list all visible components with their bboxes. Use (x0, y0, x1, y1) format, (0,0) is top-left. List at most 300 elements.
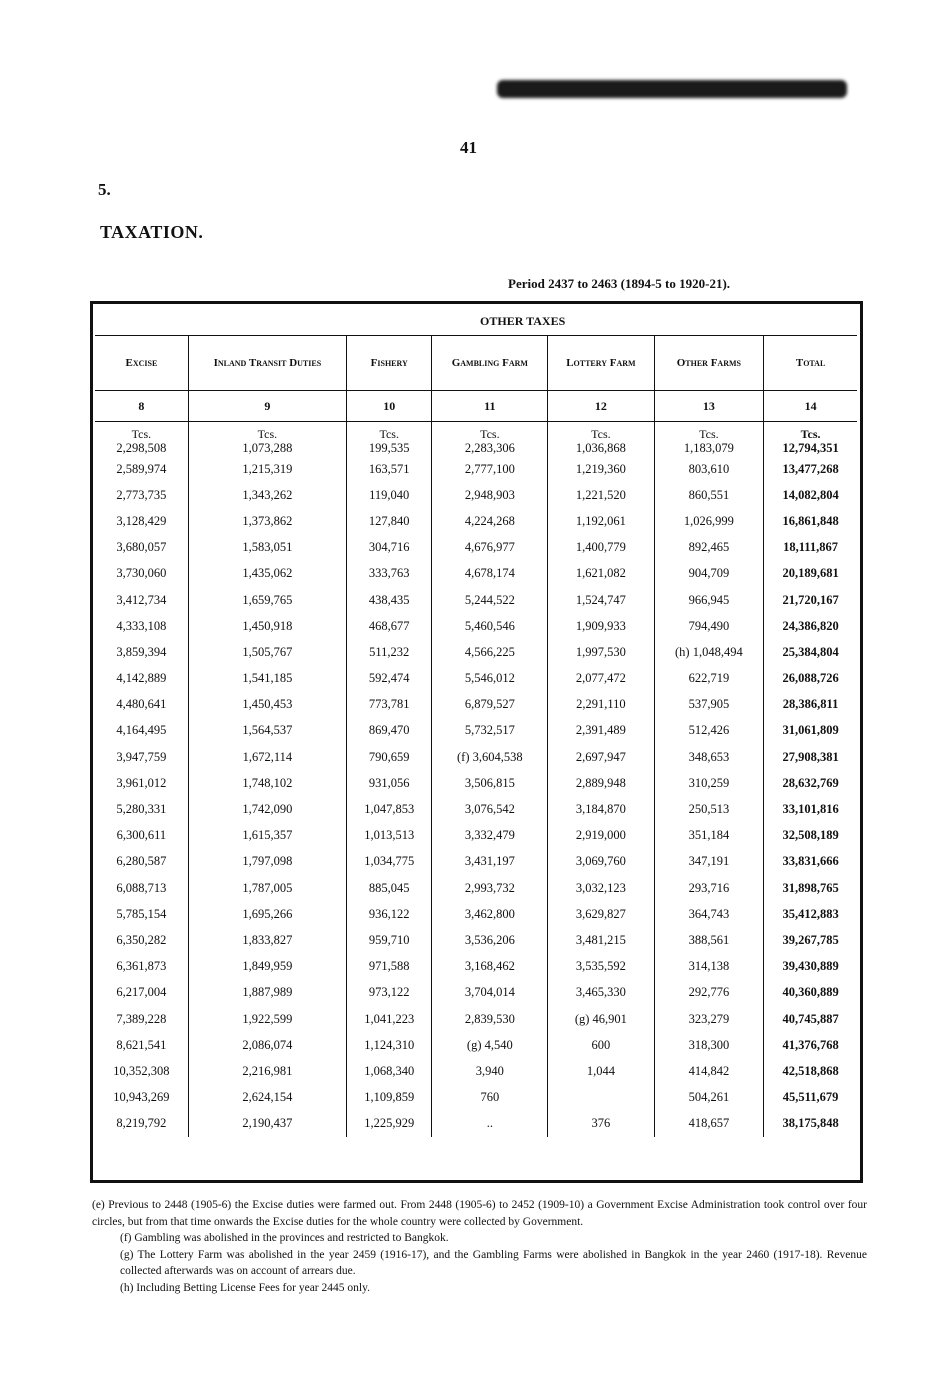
table-cell (95, 456, 188, 482)
table-cell (764, 954, 857, 980)
cell-value: 24,386,820 (782, 618, 839, 633)
table-cell (346, 1085, 432, 1111)
table-cell (188, 718, 346, 744)
footnote-f: (f) Gambling was abolished in the provinces and restricted to Bangkok. (120, 1232, 449, 1244)
table-cell (188, 1085, 346, 1111)
cell-value: 2,589,974 (116, 461, 167, 476)
table-cell (764, 927, 857, 953)
cell-value: 2,624,154 (242, 1090, 293, 1105)
cell-value: 1,073,288 (242, 441, 293, 455)
table-row (95, 639, 857, 665)
cell-value: 1,221,520 (575, 487, 626, 502)
table-row (95, 482, 857, 508)
table-row (95, 823, 857, 849)
cell-value: 4,480,641 (116, 697, 167, 712)
cell-value: 39,430,889 (782, 959, 839, 974)
cell-value: 4,333,108 (116, 618, 167, 633)
cell-value: 2,077,472 (575, 671, 626, 686)
table-cell (654, 718, 764, 744)
table-cell (188, 901, 346, 927)
cell-value: 966,945 (688, 592, 730, 607)
cell-value: 376 (591, 1116, 611, 1131)
table-cell (432, 954, 548, 980)
cell-value: 45,511,679 (782, 1090, 839, 1105)
cell-value: 5,280,331 (116, 802, 167, 817)
table-row (95, 613, 857, 639)
cell-value: 4,678,174 (464, 566, 515, 581)
table-cell (654, 508, 764, 534)
section-title: TAXATION. (100, 222, 204, 242)
cell-value: 2,283,306 (464, 441, 515, 455)
cell-value: 2,773,735 (116, 487, 167, 502)
cell-value: 3,076,542 (464, 802, 515, 817)
table-cell (764, 613, 857, 639)
cell-value: 1,621,082 (575, 566, 626, 581)
cell-value: 1,109,859 (364, 1090, 415, 1105)
period-label: Period 2437 to 2463 (1894-5 to 1920-21). (508, 276, 731, 291)
table-row (95, 875, 857, 901)
cell-value: 1,183,079 (683, 441, 734, 455)
group-header: OTHER TAXES (188, 307, 857, 336)
column-header: Total (764, 336, 857, 391)
cell-value: 28,386,811 (782, 697, 839, 712)
cell-value: 3,032,123 (575, 880, 626, 895)
table-cell (346, 666, 432, 692)
cell-value: 347,191 (688, 854, 730, 869)
table-cell (346, 744, 432, 770)
table-cell (654, 456, 764, 482)
cell-value: 3,481,215 (575, 932, 626, 947)
cell-value: 3,629,827 (575, 906, 626, 921)
cell-value: 304,716 (368, 540, 410, 555)
table-cell (654, 422, 764, 457)
cell-value: 38,175,848 (782, 1116, 839, 1131)
cell-value: 333,763 (368, 566, 410, 581)
table-cell (188, 744, 346, 770)
table-cell (346, 692, 432, 718)
cell-value: 592,474 (368, 671, 410, 686)
column-header: Gambling Farm (432, 336, 548, 391)
table-row (95, 718, 857, 744)
table-cell (95, 639, 188, 665)
table-cell (432, 613, 548, 639)
table-cell (188, 692, 346, 718)
table-cell (548, 1032, 654, 1058)
table-row (95, 1006, 857, 1032)
table-cell (95, 666, 188, 692)
cell-value: 1,787,005 (242, 880, 293, 895)
table-cell (188, 980, 346, 1006)
table-cell (654, 482, 764, 508)
table-cell (432, 927, 548, 953)
cell-value: 32,508,189 (782, 828, 839, 843)
table-cell (654, 1058, 764, 1084)
cell-value: 40,360,889 (782, 985, 839, 1000)
cell-value: 10,943,269 (113, 1090, 170, 1105)
table-cell (548, 796, 654, 822)
cell-value: 885,045 (368, 880, 410, 895)
cell-value: 27,908,381 (782, 749, 839, 764)
table-cell (548, 482, 654, 508)
table-cell (95, 692, 188, 718)
cell-value: 28,632,769 (782, 775, 839, 790)
table-cell (346, 535, 432, 561)
cell-value: 892,465 (688, 540, 730, 555)
table-cell (346, 482, 432, 508)
table-cell (95, 980, 188, 1006)
cell-value: 3,431,197 (464, 854, 515, 869)
table-cell (432, 796, 548, 822)
column-number: 13 (654, 391, 764, 422)
section-number: 5. (98, 180, 111, 199)
table-cell (548, 666, 654, 692)
cell-value: 310,259 (688, 775, 730, 790)
table-cell (346, 849, 432, 875)
table-row (95, 422, 857, 457)
table-row (95, 692, 857, 718)
cell-value: 16,861,848 (782, 513, 839, 528)
cell-value: 4,142,889 (116, 671, 167, 686)
table-row (95, 770, 857, 796)
cell-value: 512,426 (688, 723, 730, 738)
table-cell (346, 587, 432, 613)
cell-value: 5,732,517 (464, 723, 515, 738)
table-cell (95, 482, 188, 508)
table-cell (654, 535, 764, 561)
table-cell (346, 823, 432, 849)
cell-value: 1,026,999 (683, 513, 734, 528)
cell-value: 351,184 (688, 828, 730, 843)
table-cell (95, 1058, 188, 1084)
table-cell (346, 508, 432, 534)
table-cell (95, 744, 188, 770)
table-cell (548, 1111, 654, 1137)
cell-value: 1,797,098 (242, 854, 293, 869)
table-cell (654, 980, 764, 1006)
cell-value: 199,535 (368, 441, 410, 455)
page-number: 41 (460, 138, 477, 157)
cell-value: 388,561 (688, 932, 730, 947)
unit-label: Tcs. (257, 427, 278, 441)
table-row (95, 535, 857, 561)
cell-value: 1,541,185 (242, 671, 293, 686)
footnote-e: (e) Previous to 2448 (1905-6) the Excise duties were farmed out. From 2448 (1905-6) to 2452 (1909-10) a Government Excise Administration took control over four circles, but from that time onwards the Excise duties for the whole country were collected by Government. (92, 1199, 867, 1228)
cell-value: 33,101,816 (782, 802, 839, 817)
table-cell (548, 875, 654, 901)
table-cell (95, 561, 188, 587)
table-cell (95, 901, 188, 927)
cell-value: 773,781 (368, 697, 410, 712)
table-cell (95, 535, 188, 561)
cell-value: 3,332,479 (464, 828, 515, 843)
cell-value: 1,615,357 (242, 828, 293, 843)
cell-value: (h) 1,048,494 (675, 644, 743, 659)
cell-value: 6,361,873 (116, 959, 167, 974)
unit-label: Tcs. (800, 427, 821, 441)
table-cell (188, 587, 346, 613)
cell-value: 1,748,102 (242, 775, 293, 790)
table-cell (764, 823, 857, 849)
table-cell (548, 849, 654, 875)
table-cell (654, 901, 764, 927)
cell-value: 1,450,918 (242, 618, 293, 633)
table-cell (95, 849, 188, 875)
table-cell (548, 1006, 654, 1032)
cell-value: 2,086,074 (242, 1037, 293, 1052)
table-cell (548, 639, 654, 665)
cell-value: 3,412,734 (116, 592, 167, 607)
table-cell (548, 954, 654, 980)
table-cell (188, 666, 346, 692)
cell-value: 6,350,282 (116, 932, 167, 947)
cell-value: 418,657 (688, 1116, 730, 1131)
table-cell (188, 561, 346, 587)
cell-value: 2,777,100 (464, 461, 515, 476)
cell-value: 1,583,051 (242, 540, 293, 555)
table-cell (548, 744, 654, 770)
cell-value: 6,217,004 (116, 985, 167, 1000)
table-cell (654, 587, 764, 613)
cell-value: 511,232 (369, 644, 410, 659)
table-cell (188, 1111, 346, 1137)
table-cell (95, 1111, 188, 1137)
table-cell (548, 1085, 654, 1111)
table-cell (548, 770, 654, 796)
cell-value: 803,610 (688, 461, 730, 476)
table-cell (764, 718, 857, 744)
column-number: 9 (188, 391, 346, 422)
cell-value: 2,190,437 (242, 1116, 293, 1131)
table-cell (346, 718, 432, 744)
column-header: Inland Transit Duties (188, 336, 346, 391)
unit-label: Tcs. (591, 427, 611, 441)
table-row (95, 744, 857, 770)
cell-value: 5,546,012 (464, 671, 515, 686)
cell-value: 1,997,530 (575, 644, 626, 659)
table-cell (188, 422, 346, 457)
cell-value: 931,056 (368, 775, 410, 790)
cell-value: 323,279 (688, 1011, 730, 1026)
table-cell (432, 770, 548, 796)
table-cell (654, 639, 764, 665)
cell-value: 860,551 (688, 487, 730, 502)
column-header: Lottery Farm (548, 336, 654, 391)
column-header: Excise (95, 336, 188, 391)
cell-value: 18,111,867 (783, 540, 838, 555)
table-cell (654, 692, 764, 718)
cell-value: 3,069,760 (575, 854, 626, 869)
table-cell (95, 1032, 188, 1058)
cell-value: 31,061,809 (782, 723, 839, 738)
cell-value: 3,704,014 (464, 985, 515, 1000)
spacer (95, 307, 188, 336)
table-cell (95, 1006, 188, 1032)
table-cell (432, 875, 548, 901)
cell-value: 1,435,062 (242, 566, 293, 581)
table-cell (764, 796, 857, 822)
table-cell (188, 770, 346, 796)
table-row (95, 666, 857, 692)
cell-value: 3,168,462 (464, 959, 515, 974)
table-cell (764, 482, 857, 508)
table-cell (95, 422, 188, 457)
column-number: 12 (548, 391, 654, 422)
table-cell (764, 639, 857, 665)
cell-value: 31,898,765 (782, 880, 839, 895)
table-cell (346, 770, 432, 796)
table-cell (188, 535, 346, 561)
cell-value: 3,462,800 (464, 906, 515, 921)
table-cell (654, 954, 764, 980)
cell-value: 348,653 (688, 749, 730, 764)
table-cell (432, 1111, 548, 1137)
table-cell (548, 980, 654, 1006)
column-headers (95, 336, 857, 391)
cell-value: 1,524,747 (575, 592, 626, 607)
cell-value: 127,840 (368, 513, 410, 528)
table-cell (654, 823, 764, 849)
cell-value: 1,833,827 (242, 932, 293, 947)
table-cell (346, 1032, 432, 1058)
table-cell (548, 535, 654, 561)
table-row (95, 1111, 857, 1137)
table-cell (764, 508, 857, 534)
table-cell (188, 823, 346, 849)
cell-value: 622,719 (688, 671, 730, 686)
table-cell (346, 927, 432, 953)
cell-value: 2,889,948 (575, 775, 626, 790)
cell-value: 1,450,453 (242, 697, 293, 712)
cell-value: 33,831,666 (782, 854, 839, 869)
table-row (95, 561, 857, 587)
cell-value: 40,745,887 (782, 1011, 839, 1026)
table-cell (188, 639, 346, 665)
cell-value: 14,082,804 (782, 487, 839, 502)
table-cell (95, 875, 188, 901)
table-cell (764, 1058, 857, 1084)
table-cell (764, 422, 857, 457)
table-cell (764, 770, 857, 796)
cell-value: 3,947,759 (116, 749, 167, 764)
table-cell (764, 1006, 857, 1032)
cell-value: 163,571 (368, 461, 410, 476)
cell-value: 1,849,959 (242, 959, 293, 974)
table-cell (188, 1058, 346, 1084)
cell-value: 1,041,223 (364, 1011, 415, 1026)
table-cell (764, 587, 857, 613)
cell-value: 3,506,815 (464, 775, 515, 790)
table-cell (188, 875, 346, 901)
table-cell (346, 613, 432, 639)
taxation-table (95, 307, 857, 1137)
cell-value: 2,948,903 (464, 487, 515, 502)
cell-value: 1,068,340 (364, 1063, 415, 1078)
cell-value: (g) 4,540 (466, 1037, 513, 1052)
cell-value: (g) 46,901 (574, 1011, 627, 1026)
table-cell (432, 1006, 548, 1032)
table-cell (95, 1085, 188, 1111)
column-numbers (95, 391, 857, 422)
table-cell (432, 692, 548, 718)
table-cell (95, 587, 188, 613)
cell-value: 119,040 (369, 487, 410, 502)
cell-value: 3,184,870 (575, 802, 626, 817)
table-cell (764, 849, 857, 875)
table-cell (764, 456, 857, 482)
cell-value: 1,672,114 (242, 749, 293, 764)
cell-value: 4,164,495 (116, 723, 167, 738)
column-header: Other Farms (654, 336, 764, 391)
unit-label: Tcs. (379, 427, 399, 441)
table-cell (432, 901, 548, 927)
table-cell (432, 1085, 548, 1111)
cell-value: 1,219,360 (575, 461, 626, 476)
table-row (95, 980, 857, 1006)
cell-value: 6,088,713 (116, 880, 167, 895)
table-cell (188, 927, 346, 953)
table-cell (764, 901, 857, 927)
cell-value: 1,013,513 (364, 828, 415, 843)
footnotes (92, 1197, 867, 1296)
table-cell (95, 927, 188, 953)
cell-value: 1,192,061 (575, 513, 626, 528)
cell-value: 504,261 (688, 1090, 730, 1105)
column-number: 14 (764, 391, 857, 422)
table-cell (764, 666, 857, 692)
cell-value: 1,034,775 (364, 854, 415, 869)
cell-value: 1,047,853 (364, 802, 415, 817)
table-cell (548, 561, 654, 587)
table-cell (654, 875, 764, 901)
cell-value: 971,588 (368, 959, 410, 974)
cell-value: 959,710 (368, 932, 410, 947)
table-cell (548, 456, 654, 482)
redacted-header-bar (497, 80, 847, 98)
cell-value: 2,919,000 (575, 828, 626, 843)
table-row (95, 1085, 857, 1111)
table-row (95, 1032, 857, 1058)
table-cell (654, 927, 764, 953)
table-cell (764, 692, 857, 718)
table-cell (764, 561, 857, 587)
table-cell (432, 482, 548, 508)
cell-value: 1,373,862 (242, 513, 293, 528)
cell-value: 2,298,508 (116, 441, 167, 455)
table-row (95, 456, 857, 482)
table-cell (432, 823, 548, 849)
table-cell (548, 927, 654, 953)
table-cell (346, 456, 432, 482)
table-row (95, 954, 857, 980)
table-cell (346, 901, 432, 927)
table-cell (432, 718, 548, 744)
table-cell (432, 666, 548, 692)
cell-value: 1,343,262 (242, 487, 293, 502)
table-cell (432, 1058, 548, 1084)
table-row (95, 927, 857, 953)
cell-value: 3,465,330 (575, 985, 626, 1000)
cell-value: 8,621,541 (116, 1037, 167, 1052)
cell-value: 6,879,527 (464, 697, 515, 712)
cell-value: 1,695,266 (242, 906, 293, 921)
cell-value: 1,400,779 (575, 540, 626, 555)
table-cell (432, 639, 548, 665)
cell-value: 3,128,429 (116, 513, 167, 528)
cell-value: 790,659 (368, 749, 410, 764)
unit-label: Tcs. (699, 427, 719, 441)
table-cell (346, 954, 432, 980)
table-cell (95, 718, 188, 744)
